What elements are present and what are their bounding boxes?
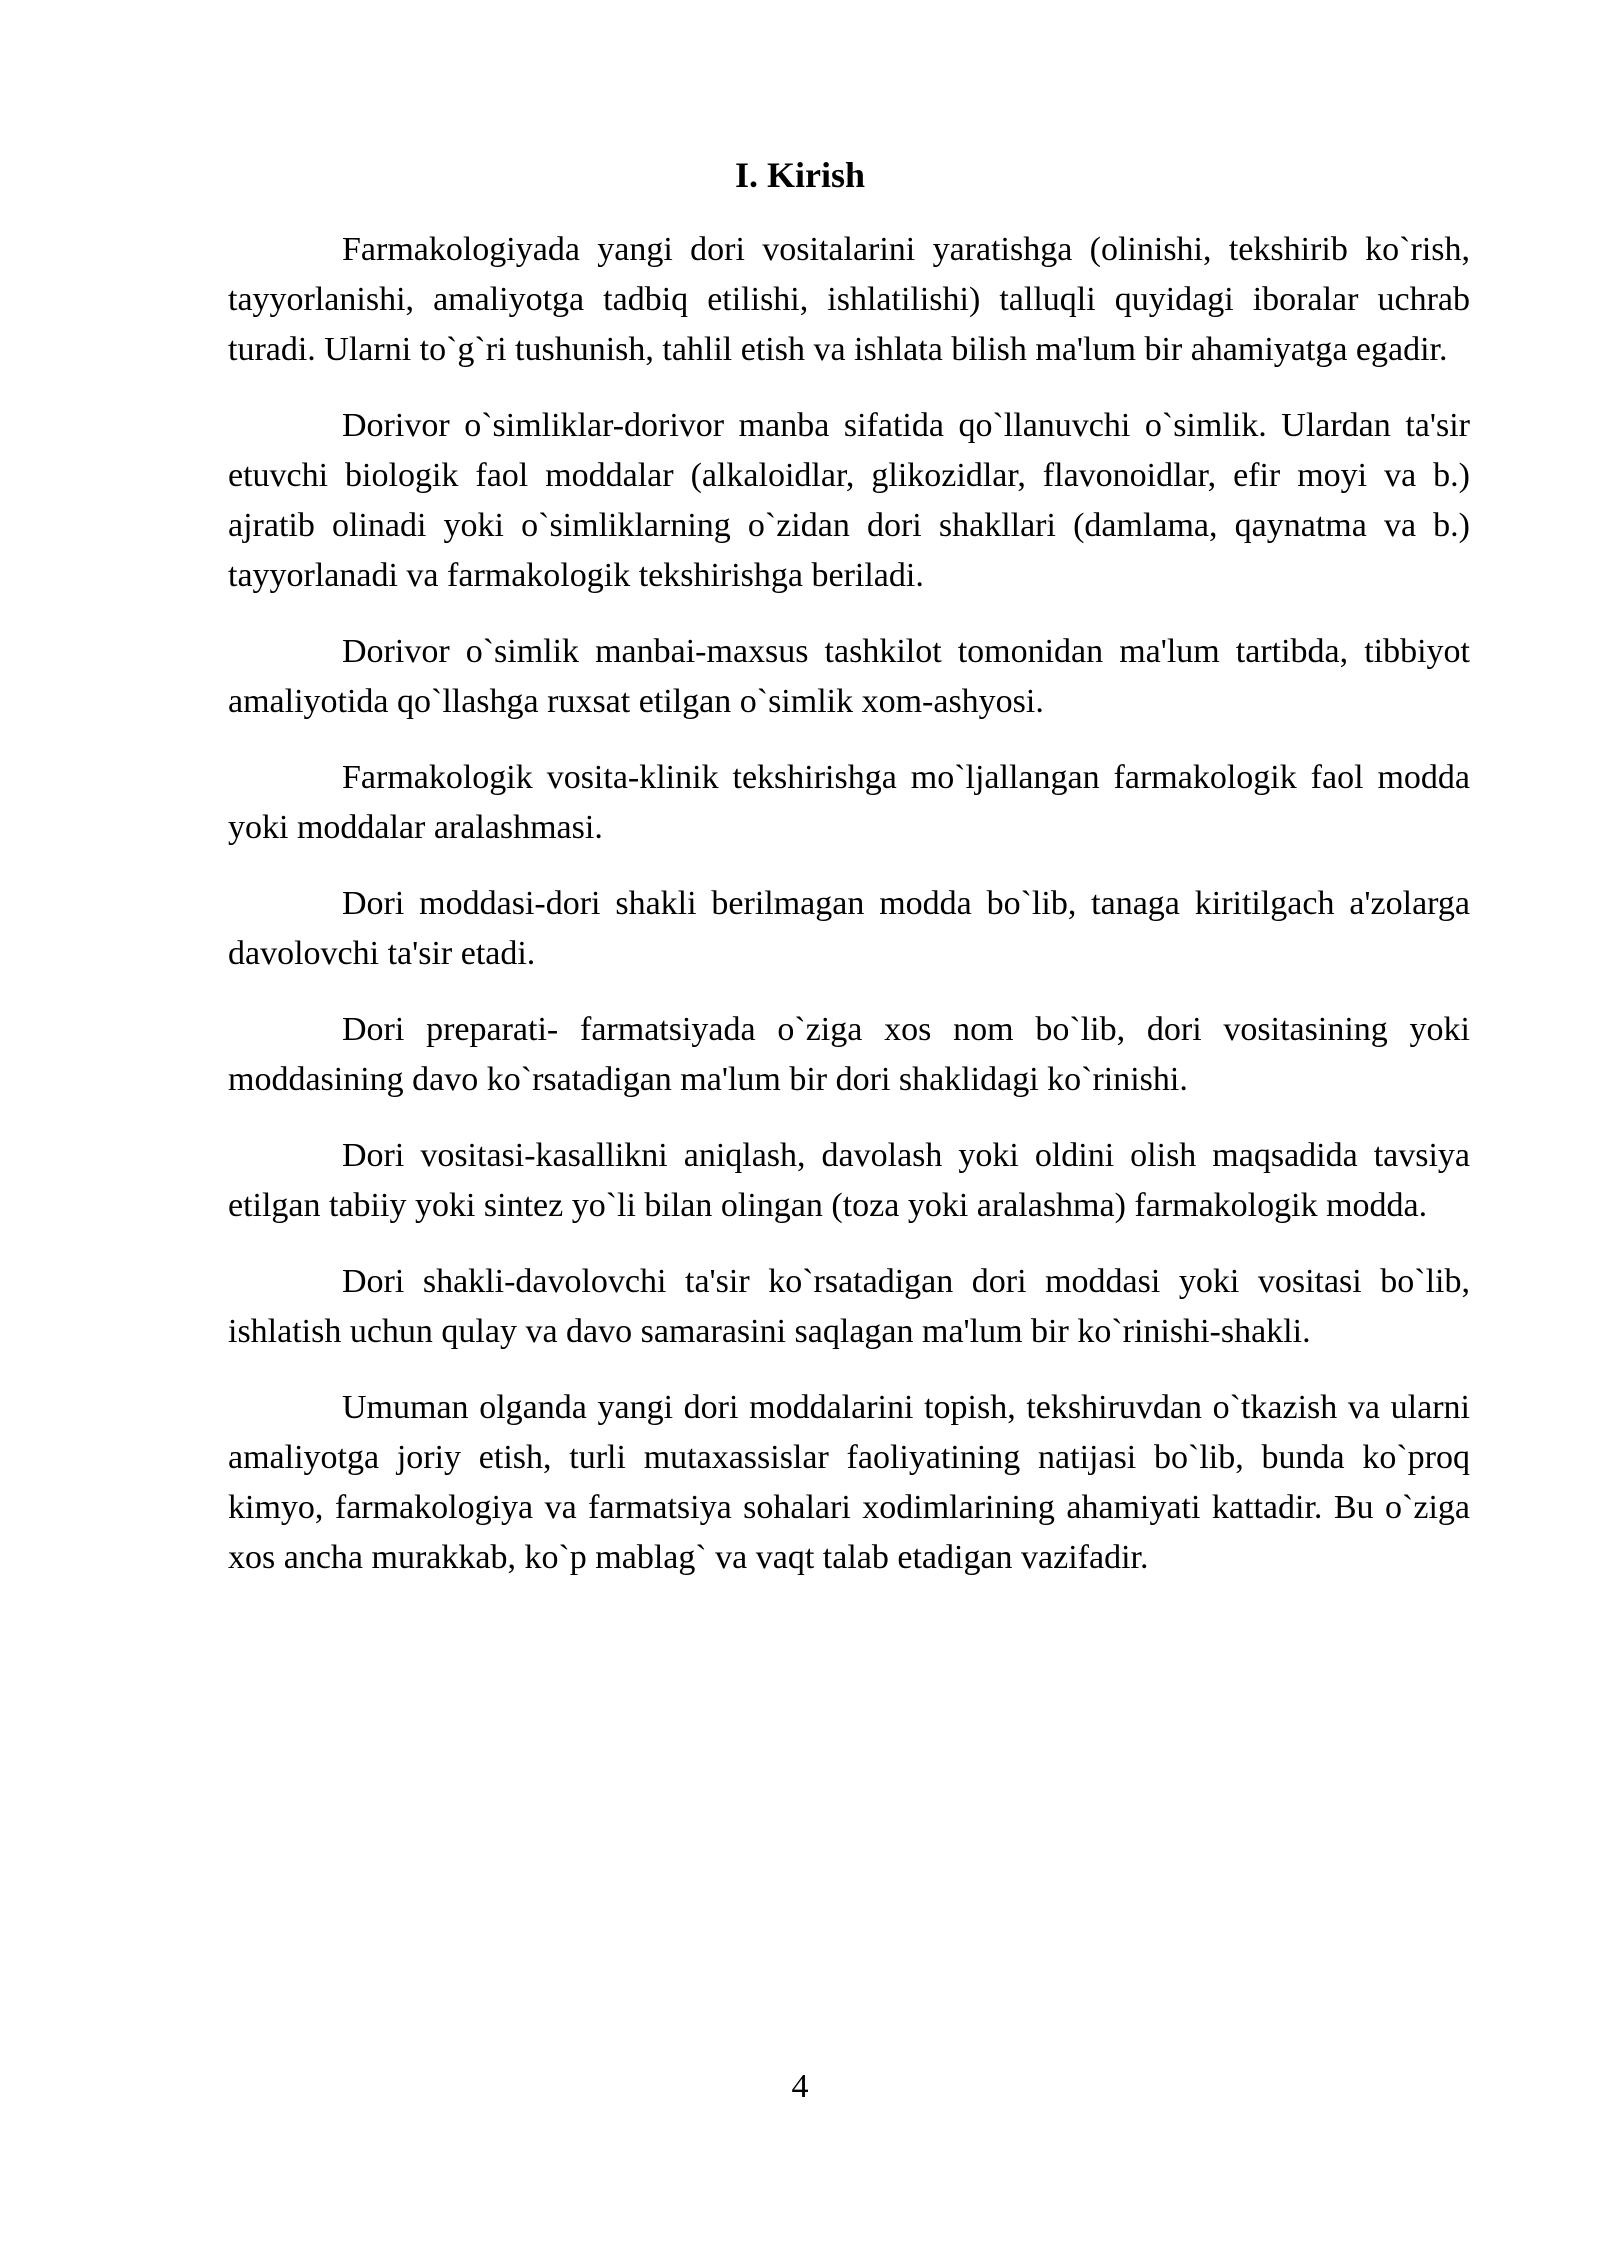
- paragraph-dorivor-osimliklar: Dorivor o`simliklar-dorivor manba sifatida qo`llanuvchi o`simlik. Ulardan ta'sir etuvchi biologik faol moddalar (alkaloidlar, glikozidlar, flavonoidlar, efir moyi va b.) ajratib olinadi yoki o`simliklarning o`zidan dori shakllari (damlama, qaynatma va b.) tayyorlanadi va farmakologik tekshirishga beriladi.: [228, 407, 1470, 594]
- paragraph-dori-shakli: Dori shakli-davolovchi ta'sir ko`rsatadigan dori moddasi yoki vositasi bo`lib, ishlatish uchun qulay va davo samarasini saqlagan ma'lum bir ko`rinishi-shakli.: [228, 1263, 1470, 1350]
- paragraph-dorivor-osimlik-manbai: Dorivor o`simlik manbai-maxsus tashkilot tomonidan ma'lum tartibda, tibbiyot amaliyotida qo`llashga ruxsat etilgan o`simlik xom-ashyosi.: [228, 633, 1470, 720]
- paragraph-dori-preparati: Dori preparati- farmatsiyada o`ziga xos nom bo`lib, dori vositasining yoki moddasining davo ko`rsatadigan ma'lum bir dori shaklidagi ko`rinishi.: [228, 1011, 1470, 1098]
- page-number: 4: [791, 2068, 809, 2105]
- paragraph-farmakologik-vosita: Farmakologik vosita-klinik tekshirishga mo`ljallangan farmakologik faol modda yoki moddalar aralashmasi.: [228, 759, 1470, 846]
- body-text: [228, 225, 1470, 1609]
- paragraph-intro: Farmakologiyada yangi dori vositalarini yaratishga (olinishi, tekshirib ko`rish, tayyorlanishi, amaliyotga tadbiq etilishi, ishlatilishi) talluqli quyidagi iboralar uchrab turadi. Ularni to`g`ri tushunish, tahlil etish va ishlata bilish ma'lum bir ahamiyatga egadir.: [228, 231, 1470, 368]
- paragraph-dori-moddasi: Dori moddasi-dori shakli berilmagan modda bo`lib, tanaga kiritilgach a'zolarga davolovchi ta'sir etadi.: [228, 885, 1470, 972]
- section-title: I. Kirish: [734, 155, 866, 195]
- paragraph-dori-vositasi: Dori vositasi-kasallikni aniqlash, davolash yoki oldini olish maqsadida tavsiya etilgan tabiiy yoki sintez yo`li bilan olingan (toza yoki aralashma) farmakologik modda.: [228, 1137, 1470, 1224]
- paragraph-conclusion: Umuman olganda yangi dori moddalarini topish, tekshiruvdan o`tkazish va ularni amaliyotga joriy etish, turli mutaxassislar faoliyatining natijasi bo`lib, bunda ko`proq kimyo, farmakologiya va farmatsiya sohalari xodimlarining ahamiyati kattadir. Bu o`ziga xos ancha murakkab, ko`p mablag` va vaqt talab etadigan vazifadir.: [228, 1389, 1470, 1576]
